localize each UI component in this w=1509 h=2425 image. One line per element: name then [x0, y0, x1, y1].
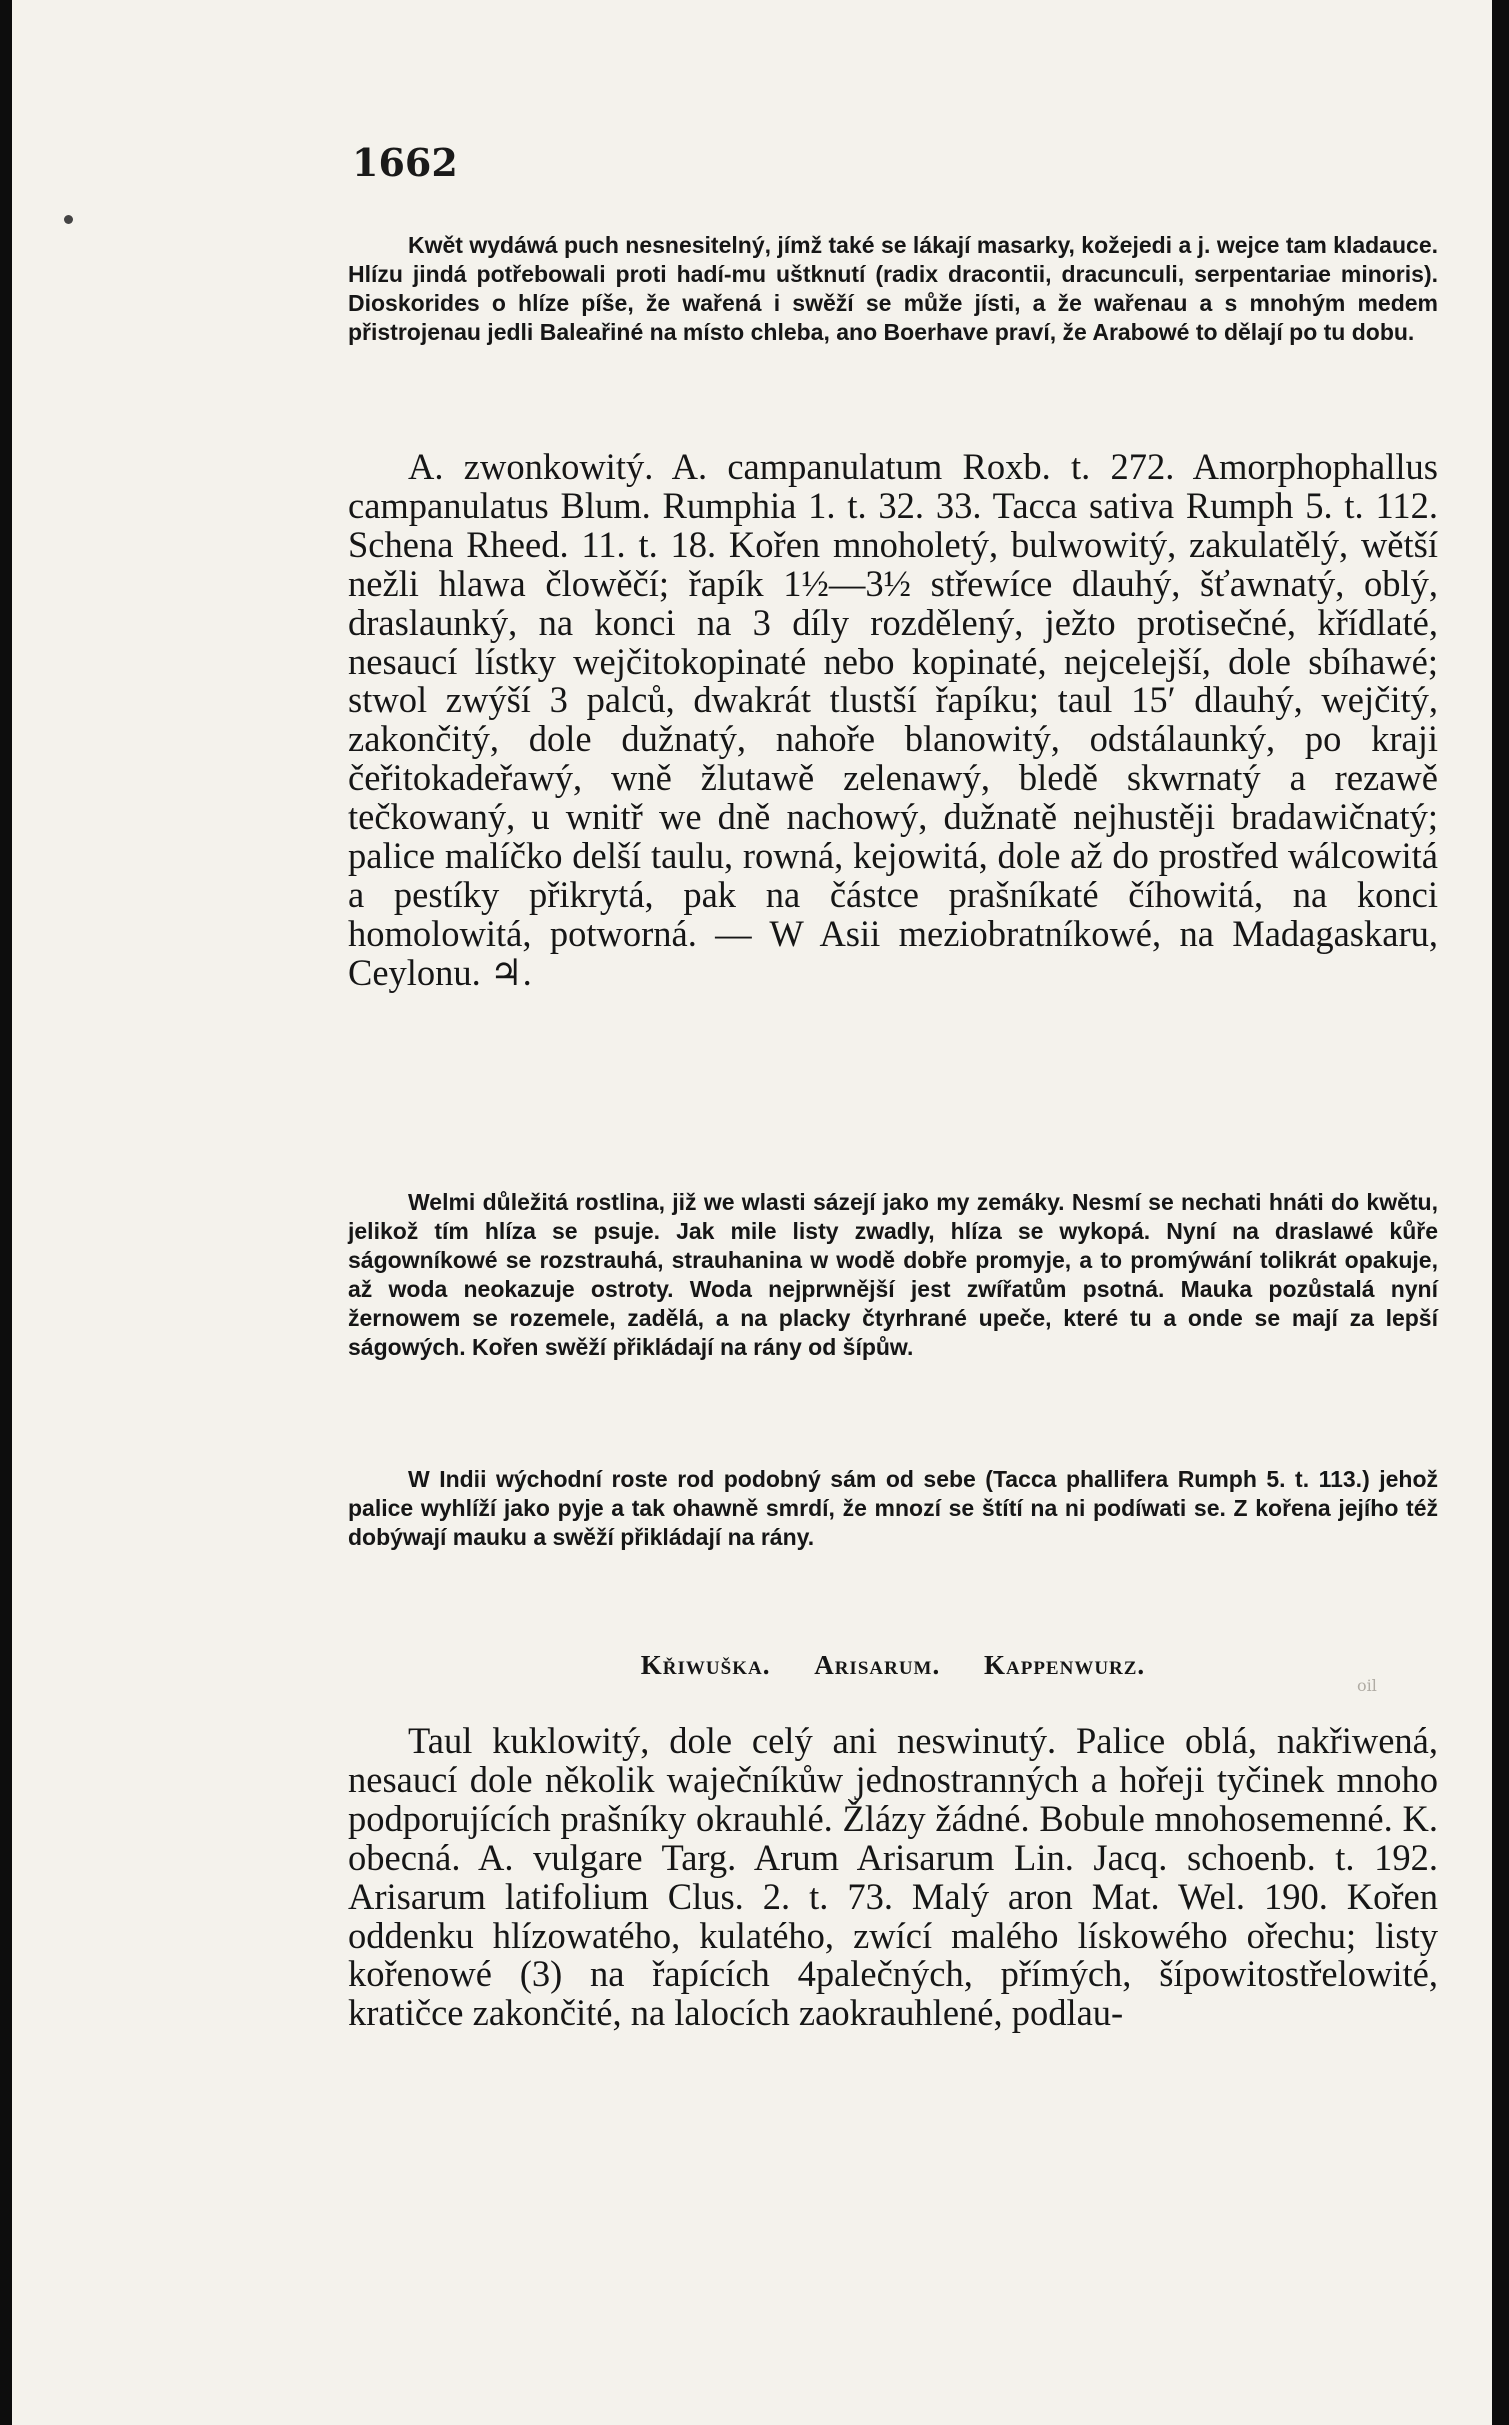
paragraph-text: A. zwonkowitý. A. campanulatum Roxb. t. 272. Amorphophallus campanulatus Blum. Rumphia 1. t. 32. 33. Tacca sativa Rumph 5. t. 112. Schena Rheed. 11. t. 18. Kořen mnoholetý, bulwowitý, zakulatělý, wětší nežli hlawa člowěčí; řapík 1½—3½ střewíce dlauhý, šťawnatý, oblý, draslaunký, na konci na 3 díly rozdělený, ježto protisečné, křídlaté, nesaucí lístky wejčitokopinaté nebo kopinaté, nejcelejší, dole sbíhawé; stwol zwýší 3 palců, dwakrát tlustší řapíku; taul 15′ dlauhý, wejčitý, zakončitý, dole dužnatý, nahoře blanowitý, odstálaunký, po kraji čeřitokadeřawý, wně žlutawě zelenawý, bledě skwrnatý a rezawě tečkowaný, u wnitř we dně nachowý, dužnatě nejhustěji bradawičnatý; palice malíčko delší taulu, rowná, kejowitá, dole až do prostřed wálcowitá a pestíky přikrytá, pak na částce prašníkaté číhowitá, na konci homolowitá, potworná. — W Asii meziobratníkowé, na Madagaskaru, Ceylonu. ♃.	[348, 446, 1438, 993]
section-heading	[348, 1650, 1438, 1681]
book-page	[12, 0, 1492, 2425]
paragraph-text: Welmi důležitá rostlina, již we wlasti sázejí jako my zemáky. Nesmí se nechati hnáti do kwětu, jelikož tím hlíza se psuje. Jak mile listy zwadly, hlíza se wykopá. Nyní na draslawé kůře ságowníkowé se rozstrauhá, strauhanina w wodě dobře promyje, a to promýwání tolikrát opakuje, až woda neokazuje ostroty. Woda nejprwnější jest zwířatům psotná. Mauka pozůstalá nyní žernowem se rozemele, zadělá, a na placky čtyrhrané upeče, které tu a onde se mají za lepší ságowých. Kořen swěží přikládají na rány od šípůw.	[348, 1189, 1438, 1360]
heading-czech: Křiwuška.	[640, 1650, 771, 1680]
heading-german: Kappenwurz.	[983, 1650, 1146, 1680]
margin-note: oil	[1357, 1676, 1377, 1695]
page-number: 1662	[352, 140, 458, 185]
paragraph-amorphophallus	[348, 448, 1438, 993]
paragraph-arisarum	[348, 1722, 1438, 2033]
paragraph-usage	[348, 1188, 1438, 1362]
paragraph-flower-notes	[348, 231, 1438, 347]
paragraph-text: Taul kuklowitý, dole celý ani neswinutý. Palice oblá, nakřiwená, nesaucí dole několik waječníkůw jednostranných a hořeji tyčinek mnoho podporujících prašníky okrauhlé. Žlázy žádné. Bobule mnohosemenné. K. obecná. A. vulgare Targ. Arum Arisarum Lin. Jacq. schoenb. t. 192. Arisarum latifolium Clus. 2. t. 73. Malý aron Mat. Wel. 190. Kořen oddenku hlízowatého, kulatého, zwící malého lískowého ořechu; listy kořenowé (3) na řapících 4palečných, přímých, šípowitostřelowité, kratičce zakončité, na lalocích zaokrauhlené, podlau-	[348, 1720, 1438, 2034]
paragraph-text: W Indii wýchodní roste rod podobný sám od sebe (Tacca phallifera Rumph 5. t. 113.) jehož palice wyhlíží jako pyje a tak ohawně smrdí, že mnozí se štítí na ni podíwati se. Z kořena jejího též dobýwají mauku a swěží přikládají na rány.	[348, 1466, 1438, 1550]
margin-mark	[64, 215, 73, 224]
paragraph-text: Kwět wydáwá puch nesnesitelný, jímž také se lákají masarky, kožejedi a j. wejce tam kladauce. Hlízu jindá potřebowali proti hadí-mu uštknutí (radix dracontii, dracunculi, serpentariae minoris). Dioskorides o hlíze píše, že wařená i swěží se může jísti, a že wařenau a s mnohým medem přistrojenau jedli Baleařiné na místo chleba, ano Boerhave praví, že Arabowé to dělají po tu dobu.	[348, 232, 1438, 345]
paragraph-tacca	[348, 1465, 1438, 1552]
heading-latin: Arisarum.	[814, 1650, 941, 1680]
